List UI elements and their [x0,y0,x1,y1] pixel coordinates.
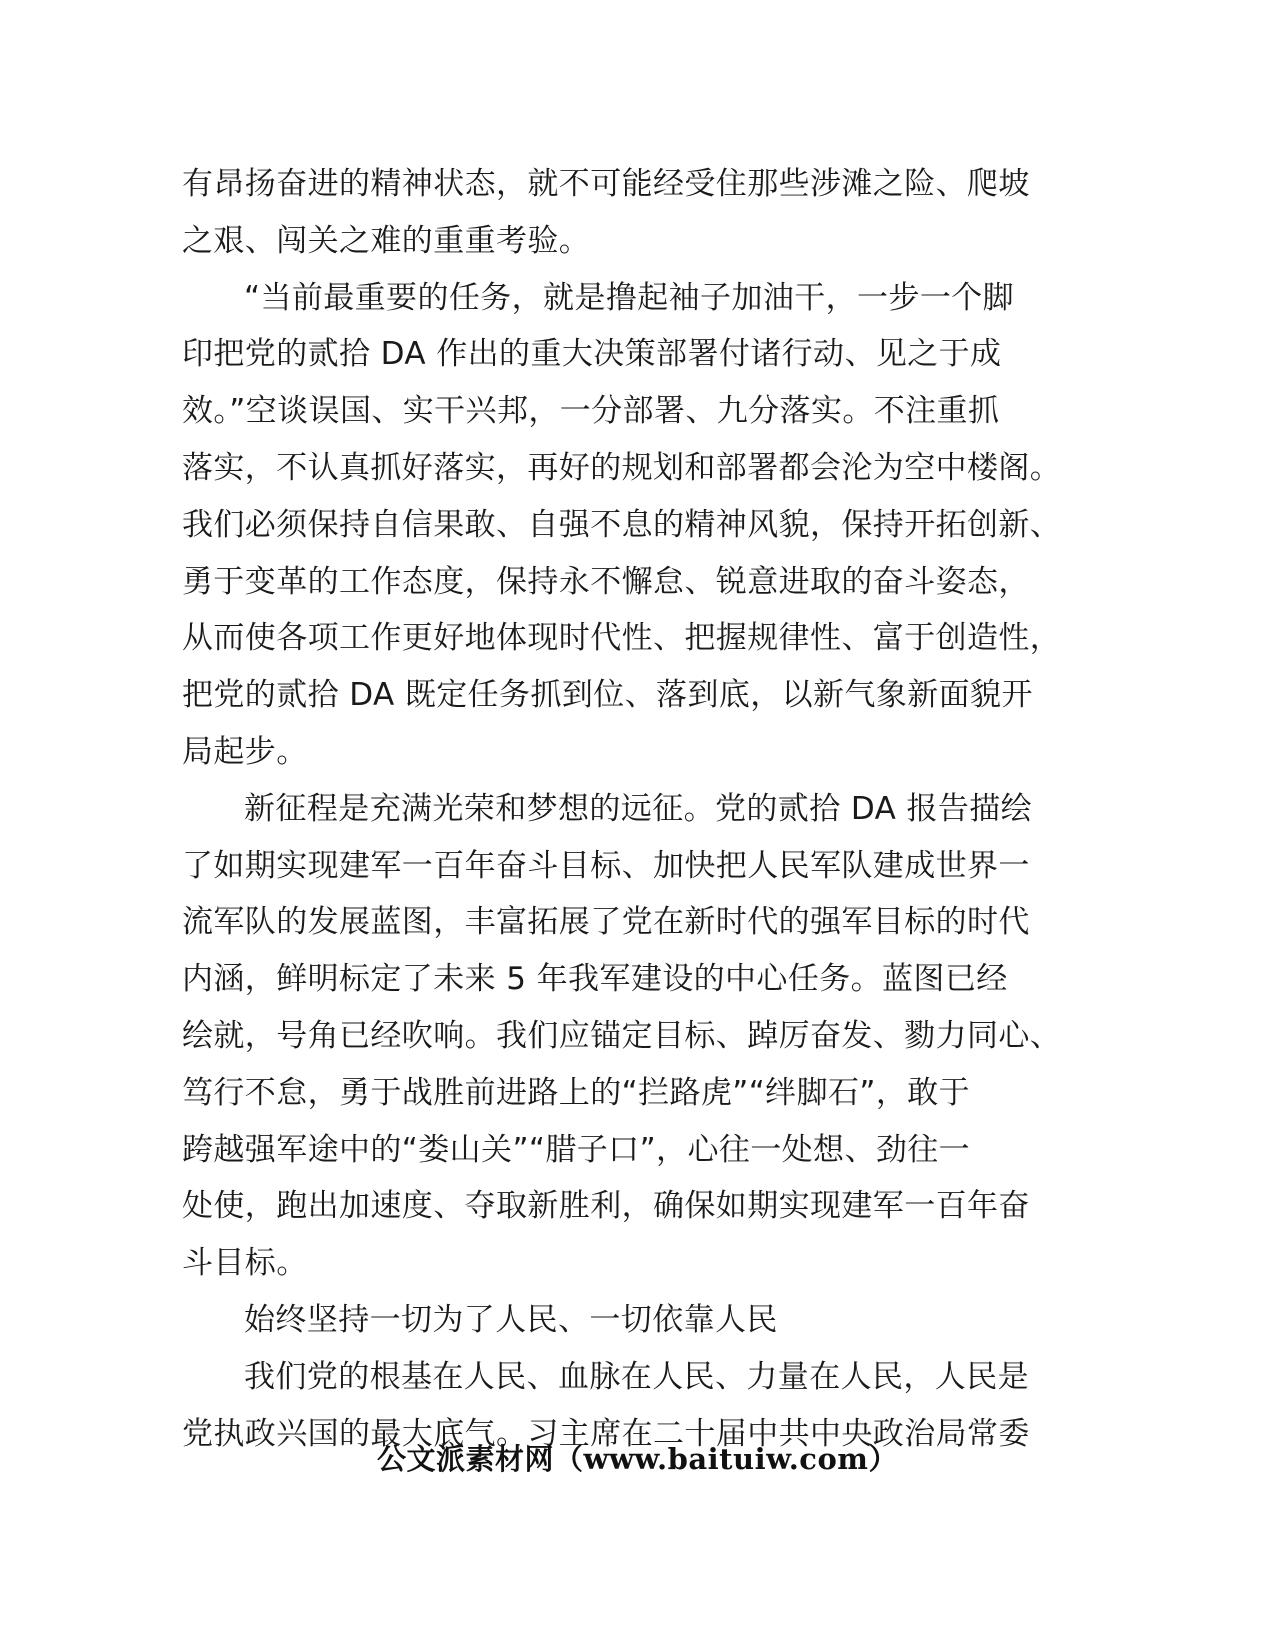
body-text [182,156,1082,1462]
text-line: 落实，不认真抓好落实，再好的规划和部署都会沦为空中楼阁。 [182,449,1062,486]
footer-watermark: 公文派素材网（www.baituiw.com） [377,1442,898,1476]
text-line: 斗目标。 [182,1245,308,1282]
text-line: 之艰、闯关之难的重重考验。 [182,222,591,259]
text-line: 新征程是充满光荣和梦想的远征。党的贰拾 DA 报告描绘 [244,790,1033,827]
text-line: 效。”空谈误国、实干兴邦，一分部署、九分落实。不注重抓 [182,393,1000,430]
text-line: 绘就，号角已经吹响。我们应锚定目标、踔厉奋发、勠力同心、 [182,1017,1062,1054]
text-line: 了如期实现建军一百年奋斗目标、加快把人民军队建成世界一 [182,847,1030,884]
text-line: 有昂扬奋进的精神状态，就不可能经受住那些涉滩之险、爬坡 [182,166,1030,202]
text-line: 局起步。 [182,733,308,770]
text-line: 处使，跑出加速度、夺取新胜利，确保如期实现建军一百年奋 [182,1188,1030,1225]
text-line: 党执政兴国的最大底气。习主席在二十届中共中央政治局常委 [182,1415,1030,1452]
text-line: 内涵，鲜明标定了未来 5 年我军建设的中心任务。蓝图已经 [182,961,1008,998]
text-line: 把党的贰拾 DA 既定任务抓到位、落到底，以新气象新面貌开 [182,677,1033,714]
text-line: 笃行不怠，勇于战胜前进路上的“拦路虎”“绊脚石”，敢于 [182,1074,971,1111]
text-line: 印把党的贰拾 DA 作出的重大决策部署付诸行动、见之于成 [182,336,1002,373]
text-line: 流军队的发展蓝图，丰富拓展了党在新时代的强军目标的时代 [182,904,1030,941]
text-line: 我们必须保持自信果敢、自强不息的精神风貌，保持开拓创新、 [182,506,1062,543]
text-line: 从而使各项工作更好地体现时代性、把握规律性、富于创造性， [182,620,1062,657]
text-line: “当前最重要的任务，就是撸起袖子加油干，一步一个脚 [244,279,1015,316]
text-line: 我们党的根基在人民、血脉在人民、力量在人民，人民是 [244,1358,1029,1395]
text-line: 跨越强军途中的“娄山关”“腊子口”，心往一处想、劲往一 [182,1131,971,1168]
text-line: 始终坚持一切为了人民、一切依靠人民 [244,1301,778,1338]
text-line: 勇于变革的工作态度，保持永不懈怠、锐意进取的奋斗姿态， [182,563,1030,600]
